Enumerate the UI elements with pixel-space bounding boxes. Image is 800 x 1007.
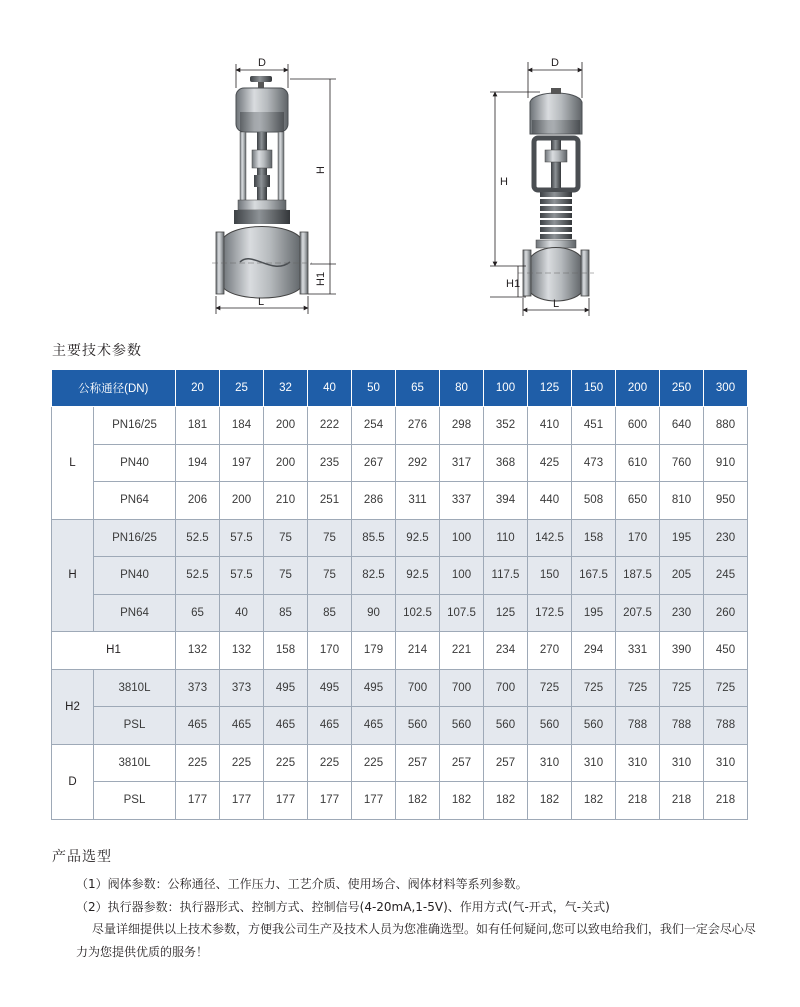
table-cell: 700 xyxy=(440,669,484,707)
table-cell: 158 xyxy=(264,632,308,670)
table-cell: 254 xyxy=(352,407,396,445)
table-row xyxy=(52,519,748,557)
note-item: （1）阀体参数：公称通径、工作压力、工艺介质、使用场合、阀体材料等系列参数。 xyxy=(76,877,528,891)
table-cell: 310 xyxy=(704,744,748,782)
left-handwheel xyxy=(250,76,272,82)
table-cell: 390 xyxy=(660,632,704,670)
table-cell: 207.5 xyxy=(616,594,660,632)
table-cell: 172.5 xyxy=(528,594,572,632)
table-cell: 200 xyxy=(264,444,308,482)
table-cell: 257 xyxy=(484,744,528,782)
table-cell: 910 xyxy=(704,444,748,482)
table-cell: 473 xyxy=(572,444,616,482)
left-dim-L: L xyxy=(258,296,265,308)
header-dn: 300 xyxy=(704,370,748,407)
table-cell: 725 xyxy=(572,669,616,707)
header-dn: 32 xyxy=(264,370,308,407)
row-group-label: D xyxy=(52,744,94,819)
table-cell: 218 xyxy=(704,782,748,820)
table-cell: 221 xyxy=(440,632,484,670)
table-cell: 880 xyxy=(704,407,748,445)
table-cell: 85.5 xyxy=(352,519,396,557)
table-cell: 650 xyxy=(616,482,660,520)
table-cell: 177 xyxy=(176,782,220,820)
table-row xyxy=(52,594,748,632)
table-cell: 182 xyxy=(572,782,616,820)
table-cell: 214 xyxy=(396,632,440,670)
table-cell: 331 xyxy=(616,632,660,670)
table-cell: 950 xyxy=(704,482,748,520)
table-cell: 170 xyxy=(308,632,352,670)
table-cell: 257 xyxy=(396,744,440,782)
right-dim-H1: H1 xyxy=(506,278,521,290)
table-cell: 508 xyxy=(572,482,616,520)
table-cell: 394 xyxy=(484,482,528,520)
table-cell: 205 xyxy=(660,557,704,595)
header-dn: 125 xyxy=(528,370,572,407)
row-sub-label: PSL xyxy=(94,782,176,820)
table-row xyxy=(52,669,748,707)
header-dn: 200 xyxy=(616,370,660,407)
row-group-label: H2 xyxy=(52,669,94,744)
table-cell: 117.5 xyxy=(484,557,528,595)
table-cell: 200 xyxy=(264,407,308,445)
header-dn: 25 xyxy=(220,370,264,407)
table-cell: 257 xyxy=(440,744,484,782)
table-cell: 177 xyxy=(352,782,396,820)
table-cell: 52.5 xyxy=(176,557,220,595)
left-yoke xyxy=(240,132,246,202)
table-cell: 218 xyxy=(660,782,704,820)
row-sub-label: PN64 xyxy=(94,482,176,520)
right-dim-D: D xyxy=(551,57,559,69)
table-cell: 450 xyxy=(704,632,748,670)
table-cell: 75 xyxy=(308,519,352,557)
table-cell: 286 xyxy=(352,482,396,520)
table-cell: 465 xyxy=(176,707,220,745)
table-cell: 225 xyxy=(220,744,264,782)
table-cell: 57.5 xyxy=(220,519,264,557)
table-cell: 194 xyxy=(176,444,220,482)
table-cell: 90 xyxy=(352,594,396,632)
table-cell: 788 xyxy=(616,707,660,745)
row-group-label: H xyxy=(52,519,94,632)
table-cell: 267 xyxy=(352,444,396,482)
header-dn: 50 xyxy=(352,370,396,407)
spec-table xyxy=(51,370,748,820)
right-bellows xyxy=(540,192,572,239)
table-cell: 495 xyxy=(352,669,396,707)
table-cell: 560 xyxy=(484,707,528,745)
table-cell: 310 xyxy=(660,744,704,782)
left-dim-D: D xyxy=(258,57,266,69)
table-cell: 75 xyxy=(308,557,352,595)
table-cell: 142.5 xyxy=(528,519,572,557)
table-cell: 700 xyxy=(396,669,440,707)
table-cell: 810 xyxy=(660,482,704,520)
row-sub-label: 3810L xyxy=(94,669,176,707)
table-cell: 206 xyxy=(176,482,220,520)
table-cell: 725 xyxy=(704,669,748,707)
table-cell: 125 xyxy=(484,594,528,632)
table-cell: 100 xyxy=(440,557,484,595)
row-sub-label: PN16/25 xyxy=(94,407,176,445)
table-cell: 85 xyxy=(308,594,352,632)
table-cell: 495 xyxy=(264,669,308,707)
table-row xyxy=(52,482,748,520)
table-cell: 352 xyxy=(484,407,528,445)
table-cell: 725 xyxy=(528,669,572,707)
table-cell: 368 xyxy=(484,444,528,482)
table-cell: 52.5 xyxy=(176,519,220,557)
table-cell: 410 xyxy=(528,407,572,445)
table-cell: 725 xyxy=(660,669,704,707)
table-cell: 195 xyxy=(572,594,616,632)
table-cell: 270 xyxy=(528,632,572,670)
left-dim-H1: H1 xyxy=(315,271,327,286)
row-sub-label: PSL xyxy=(94,707,176,745)
table-cell: 373 xyxy=(176,669,220,707)
table-cell: 373 xyxy=(220,669,264,707)
table-cell: 167.5 xyxy=(572,557,616,595)
right-dim-L: L xyxy=(553,298,560,310)
table-cell: 600 xyxy=(616,407,660,445)
table-cell: 311 xyxy=(396,482,440,520)
row-label: H1 xyxy=(52,632,176,670)
row-sub-label: PN16/25 xyxy=(94,519,176,557)
table-cell: 725 xyxy=(616,669,660,707)
table-header-row xyxy=(52,370,748,407)
table-cell: 177 xyxy=(264,782,308,820)
header-dn: 65 xyxy=(396,370,440,407)
row-sub-label: PN40 xyxy=(94,557,176,595)
table-cell: 100 xyxy=(440,519,484,557)
table-cell: 200 xyxy=(220,482,264,520)
table-cell: 610 xyxy=(616,444,660,482)
table-cell: 132 xyxy=(176,632,220,670)
table-cell: 310 xyxy=(616,744,660,782)
table-cell: 182 xyxy=(440,782,484,820)
note-paragraph: 尽量详细提供以上技术参数，方便我公司生产及技术人员为您准确选型。如有任何疑问,您可以致电给我们，我们一定会尽心尽力为您提供优质的服务！ xyxy=(76,922,756,959)
table-cell: 465 xyxy=(308,707,352,745)
table-cell: 317 xyxy=(440,444,484,482)
table-cell: 640 xyxy=(660,407,704,445)
table-cell: 700 xyxy=(484,669,528,707)
table-cell: 187.5 xyxy=(616,557,660,595)
table-cell: 92.5 xyxy=(396,557,440,595)
table-cell: 234 xyxy=(484,632,528,670)
table-row xyxy=(52,407,748,445)
table-cell: 276 xyxy=(396,407,440,445)
table-cell: 560 xyxy=(528,707,572,745)
table-cell: 107.5 xyxy=(440,594,484,632)
table-cell: 40 xyxy=(220,594,264,632)
selection-section-title: 产品选型 xyxy=(52,849,112,865)
table-cell: 788 xyxy=(660,707,704,745)
table-cell: 210 xyxy=(264,482,308,520)
table-cell: 182 xyxy=(396,782,440,820)
table-cell: 294 xyxy=(572,632,616,670)
table-cell: 230 xyxy=(660,594,704,632)
table-cell: 310 xyxy=(528,744,572,782)
table-cell: 465 xyxy=(220,707,264,745)
row-sub-label: PN40 xyxy=(94,444,176,482)
table-cell: 110 xyxy=(484,519,528,557)
table-cell: 560 xyxy=(572,707,616,745)
table-cell: 182 xyxy=(484,782,528,820)
table-cell: 292 xyxy=(396,444,440,482)
table-cell: 465 xyxy=(352,707,396,745)
table-row xyxy=(52,632,748,670)
table-cell: 425 xyxy=(528,444,572,482)
header-dn: 100 xyxy=(484,370,528,407)
header-dn: 80 xyxy=(440,370,484,407)
right-valve-drawing xyxy=(518,88,594,301)
spec-section-title: 主要技术参数 xyxy=(52,343,142,359)
table-cell: 225 xyxy=(264,744,308,782)
table-cell: 225 xyxy=(352,744,396,782)
table-cell: 560 xyxy=(440,707,484,745)
table-cell: 195 xyxy=(660,519,704,557)
left-dim-H: H xyxy=(315,166,327,174)
note-item: （2）执行器参数：执行器形式、控制方式、控制信号(4-20mA,1-5V)、作用方式(气-开式，气-关式) xyxy=(76,899,610,914)
table-cell: 225 xyxy=(176,744,220,782)
table-cell: 177 xyxy=(220,782,264,820)
table-cell: 225 xyxy=(308,744,352,782)
row-group-label: L xyxy=(52,407,94,520)
table-cell: 440 xyxy=(528,482,572,520)
table-row xyxy=(52,444,748,482)
table-row xyxy=(52,707,748,745)
table-cell: 158 xyxy=(572,519,616,557)
header-dn: 150 xyxy=(572,370,616,407)
table-row xyxy=(52,782,748,820)
table-cell: 82.5 xyxy=(352,557,396,595)
row-sub-label: 3810L xyxy=(94,744,176,782)
table-cell: 92.5 xyxy=(396,519,440,557)
row-sub-label: PN64 xyxy=(94,594,176,632)
table-cell: 132 xyxy=(220,632,264,670)
valve-drawings xyxy=(0,0,800,330)
right-valve-body xyxy=(530,248,582,302)
left-valve-drawing xyxy=(212,76,312,298)
table-cell: 465 xyxy=(264,707,308,745)
table-cell: 222 xyxy=(308,407,352,445)
table-cell: 245 xyxy=(704,557,748,595)
table-cell: 65 xyxy=(176,594,220,632)
table-cell: 85 xyxy=(264,594,308,632)
table-cell: 179 xyxy=(352,632,396,670)
table-cell: 230 xyxy=(704,519,748,557)
table-cell: 57.5 xyxy=(220,557,264,595)
table-cell: 75 xyxy=(264,557,308,595)
table-cell: 75 xyxy=(264,519,308,557)
selection-notes xyxy=(52,873,762,963)
table-cell: 760 xyxy=(660,444,704,482)
table-cell: 181 xyxy=(176,407,220,445)
table-cell: 182 xyxy=(528,782,572,820)
table-cell: 298 xyxy=(440,407,484,445)
header-dn: 250 xyxy=(660,370,704,407)
table-cell: 337 xyxy=(440,482,484,520)
table-cell: 177 xyxy=(308,782,352,820)
table-cell: 251 xyxy=(308,482,352,520)
table-cell: 260 xyxy=(704,594,748,632)
table-cell: 150 xyxy=(528,557,572,595)
header-dn: 40 xyxy=(308,370,352,407)
table-cell: 102.5 xyxy=(396,594,440,632)
table-cell: 197 xyxy=(220,444,264,482)
table-row xyxy=(52,557,748,595)
header-dn-label: 公称通径(DN) xyxy=(52,370,176,407)
table-cell: 495 xyxy=(308,669,352,707)
table-cell: 310 xyxy=(572,744,616,782)
table-cell: 235 xyxy=(308,444,352,482)
table-cell: 184 xyxy=(220,407,264,445)
table-cell: 451 xyxy=(572,407,616,445)
table-cell: 560 xyxy=(396,707,440,745)
table-cell: 218 xyxy=(616,782,660,820)
right-dim-H: H xyxy=(500,176,508,188)
table-cell: 788 xyxy=(704,707,748,745)
header-dn: 20 xyxy=(176,370,220,407)
table-row xyxy=(52,744,748,782)
table-cell: 170 xyxy=(616,519,660,557)
